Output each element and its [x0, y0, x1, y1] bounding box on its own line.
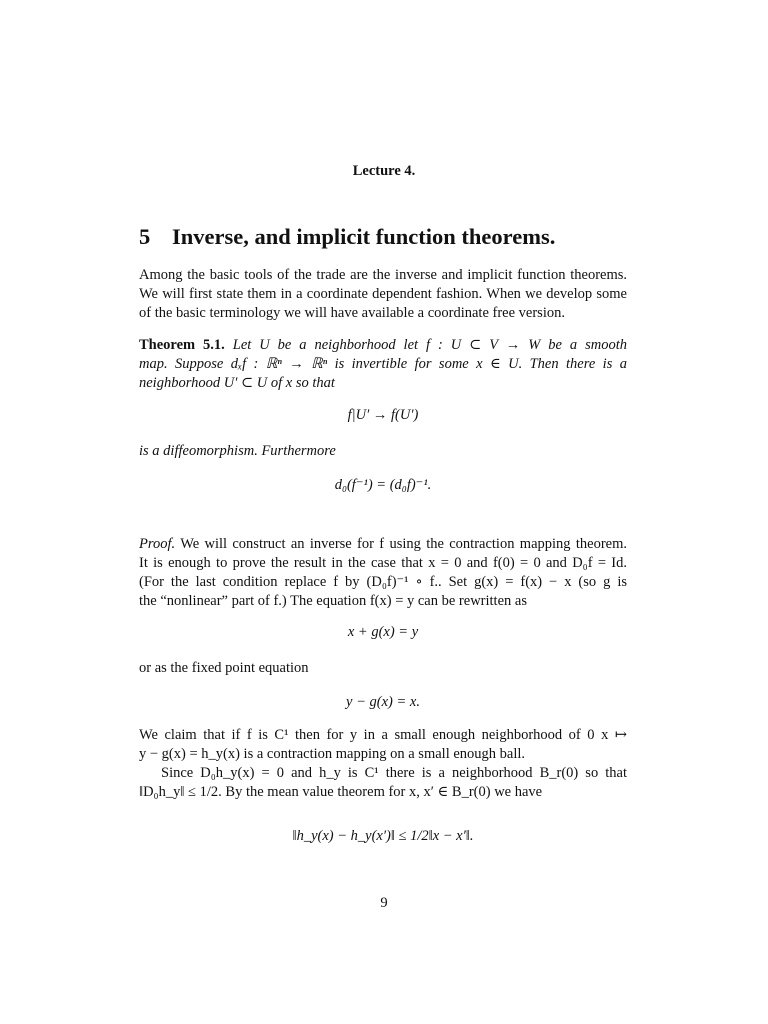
proof-line: Since D₀h_y(x) = 0 and h_y is C¹ there is a neighborhood B_r(0) so that	[161, 765, 627, 781]
theorem-line	[139, 336, 627, 355]
proof-line: We claim that if f is C¹ then for y in a small enough neighborhood of 0 x ↦	[139, 727, 627, 743]
section-title: Inverse, and implicit function theorems.	[172, 224, 556, 249]
theorem-block	[139, 336, 627, 393]
proof-continuation	[139, 726, 627, 802]
proof-equation-3: ‖h_y(x) − h_y(x′)‖ ≤ 1/2‖x − x′‖.	[292, 828, 474, 844]
theorem-equation-derivative: d₀(f⁻¹) = (d₀f)⁻¹.	[334, 477, 432, 493]
proof-label: Proof.	[139, 536, 176, 552]
intro-line: of the basic terminology we will have available a coordinate free version.	[139, 305, 565, 321]
theorem-label: Theorem 5.1.	[139, 337, 225, 353]
theorem-line: is a diffeomorphism. Furthermore	[139, 443, 336, 459]
proof-equation-2: y − g(x) = x.	[346, 694, 420, 710]
proof-line: or as the fixed point equation	[139, 660, 309, 676]
section-number: 5	[139, 224, 151, 249]
proof-line: (For the last condition replace f by (D₀f)⁻¹ ∘ f.. Set g(x) = f(x) − x (so g is	[139, 574, 627, 590]
theorem-equation-restriction: f|U′ → f(U′)	[347, 407, 419, 423]
intro-line: We will first state them in a coordinate dependent fashion. When we develop some	[139, 286, 627, 302]
page-number: 9	[380, 895, 388, 911]
proof-line: It is enough to prove the result in the case that x = 0 and f(0) = 0 and D₀f = Id.	[139, 555, 627, 571]
proof-line	[139, 535, 627, 554]
proof-line: y − g(x) = h_y(x) is a contraction mapping on a small enough ball.	[139, 746, 526, 762]
proof-equation-1: x + g(x) = y	[347, 624, 419, 640]
section-heading	[139, 224, 555, 250]
intro-paragraph	[139, 266, 627, 323]
proof-line: ‖D₀h_y‖ ≤ 1/2. By the mean value theorem for x, x′ ∈ B_r(0) we have	[139, 784, 543, 800]
intro-line: Among the basic tools of the trade are the inverse and implicit function theorems.	[139, 267, 627, 283]
proof-line: the “nonlinear” part of f.) The equation f(x) = y can be rewritten as	[139, 593, 527, 609]
theorem-line: neighborhood U′ ⊂ U of x so that	[139, 375, 335, 391]
proof-text: We will construct an inverse for f using the contraction mapping theorem.	[180, 536, 627, 552]
theorem-text: Let U be a neighborhood let f : U ⊂ V → W be a smooth	[232, 337, 627, 353]
lecture-heading: Lecture 4.	[352, 163, 416, 179]
proof-block	[139, 535, 627, 611]
theorem-line: map. Suppose dₓf : ℝⁿ → ℝⁿ is invertible for some x ∈ U. Then there is a	[139, 356, 627, 372]
